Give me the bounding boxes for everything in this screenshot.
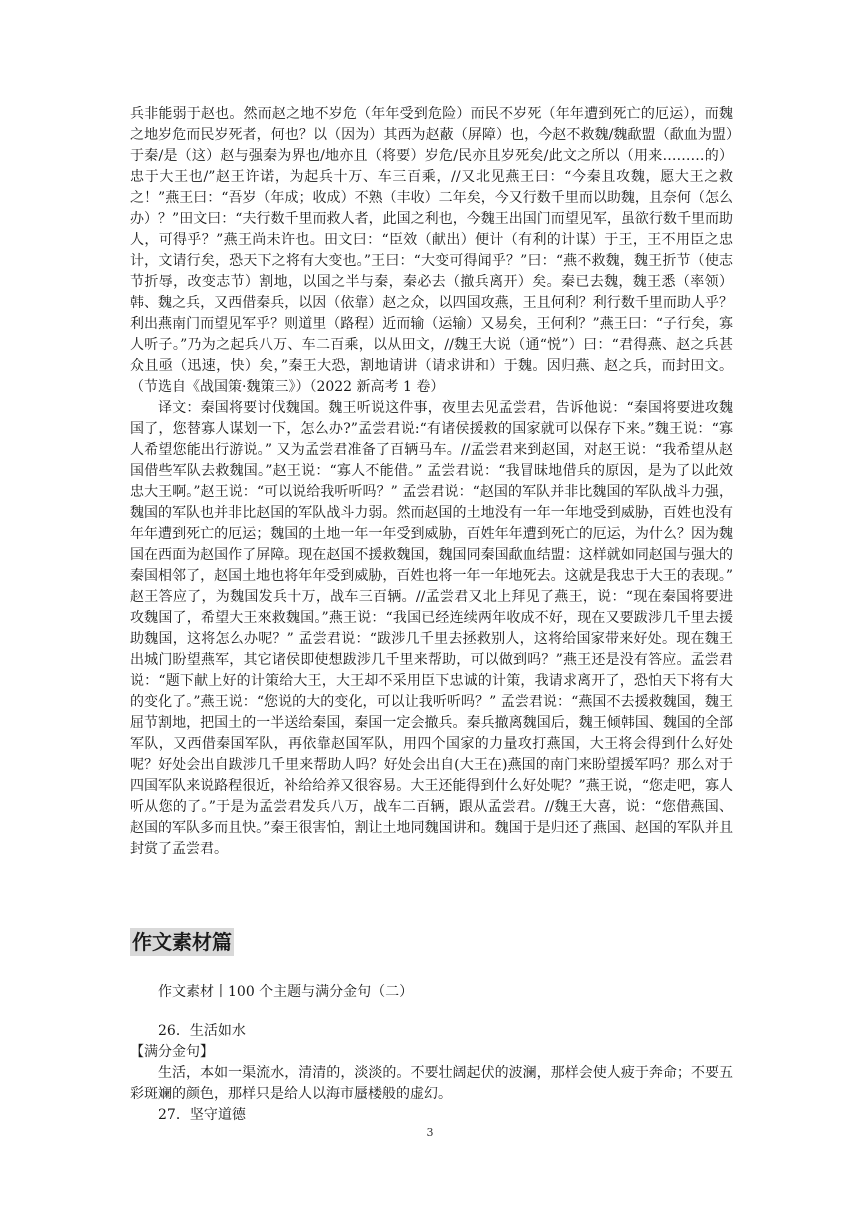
item-26-label: 【满分金句】 (130, 1044, 214, 1060)
item-26-title: 26．生活如水 (158, 1023, 246, 1039)
page-number: 3 (426, 1126, 434, 1139)
classical-text-paragraph: 兵非能弱于赵也。然而赵之地不岁危（年年受到危险）而民不岁死（年年遭到死亡的厄运），而魏之地岁危而民岁死者，何也？以（因为）其西为赵蔽（屏障）也，今赵不救魏/魏歃盟（歃血为盟）于秦/是（这）赵与强秦为界也/地亦且（将要）岁危/民亦且岁死矣/此文之所以（用来………的）忠于大王也/”赵王许诺，为起兵十万、车三百乘，//又北见燕王曰：“今秦且攻魏，愿大王之救之！”燕王曰：“吾岁（年成；收成）不熟（丰收）二年矣，今又行数千里而以助魏，且奈何（怎么办）？”田文曰：“夫行数千里而救人者，此国之利也，今魏王出国门而望见军，虽欲行数千里而助人，可得乎？”燕王尚未许也。田文曰：“臣效（献出）便计（有利的计谋）于王，王不用臣之忠计，文请行矣，恐天下之将有大变也。”王曰：“大变可得闻乎？”曰：“燕不救魏，魏王折节（使志节折辱，改变志节）割地，以国之半与秦，秦必去（撤兵离开）矣。秦已去魏，魏王悉（率领）韩、魏之兵，又西借秦兵，以因（依靠）赵之众，以四国攻燕，王且何利？利行数千里而助人乎？利出燕南门而望见军乎？则道里（路程）近而输（运输）又易矣，王何利？”燕王曰：“子行矣，寡人听子。”乃为之起兵八万、车二百乘，以从田文，//魏王大说（通“悦”）曰：“君得燕、赵之兵甚众且亟（迅速，快）矣，”秦王大恐，割地请讲（请求讲和）于魏。因归燕、赵之兵，而封田文。（节选自《战国策·魏策三》）（2022 新高考 1 卷） (130, 106, 733, 395)
section-heading: 作文素材篇 (132, 930, 232, 954)
item-27-title: 27．坚守道德 (158, 1107, 246, 1123)
item-26-text: 生活，本如一渠流水，清清的，淡淡的。不要壮阔起伏的波澜，那样会使人疲于奔命；不要五彩斑斓的颜色，那样只是给人以海市蜃楼般的虚幻。 (130, 1065, 733, 1102)
page-content (130, 104, 733, 1126)
material-title: 作文素材丨100 个主题与满分金句（二） (158, 984, 414, 1000)
translation-paragraph: 译文：秦国将要讨伐魏国。魏王听说这件事，夜里去见孟尝君，告诉他说：“秦国将要进攻魏国了，您替寡人谋划一下，怎么办?”孟尝君说:“有诸侯援救的国家就可以保存下来。”魏王说：“寡人希望您能出行游说。” 又为孟尝君准备了百辆马车。//孟尝君来到赵国，对赵王说：“我希望从赵国借些军队去救魏国。”赵王说：“寡人不能借。” 孟尝君说：“我冒昧地借兵的原因，是为了以此效忠大王啊。”赵王说：“可以说给我听听吗？” 孟尝君说：“赵国的军队并非比魏国的军队战斗力强，魏国的军队也并非比赵国的军队战斗力弱。然而赵国的土地没有一年一年地受到威胁，百姓也没有年年遭到死亡的厄运；魏国的土地一年一年受到威胁，百姓年年遭到死亡的厄运，为什么？因为魏国在西面为赵国作了屏障。现在赵国不援救魏国，魏国同秦国歃血结盟：这样就如同赵国与强大的秦国相邻了，赵国土地也将年年受到威胁，百姓也将一年一年地死去。这就是我忠于大王的表现。” 赵王答应了，为魏国发兵十万，战车三百辆。//孟尝君又北上拜见了燕王，说：“现在秦国将要进攻魏国了，希望大王來救魏国。”燕王说：“我国已经连续两年收成不好，现在又要跋涉几千里去援助魏国，这将怎么办呢？” 孟尝君说：“跋涉几千里去拯救别人，这将给国家带来好处。现在魏王出城门盼望燕军，其它诸侯即使想跋涉几千里来帮助，可以做到吗？”燕王还是没有答应。孟尝君说：“题下献上好的计策给大王，大王却不采用臣下忠诚的计策，我请求离开了，恐怕天下将有大的变化了。”燕王说：“您说的大的变化，可以让我听听吗？” 孟尝君说：“燕国不去援救魏国，魏王屈节割地，把国土的一半送给秦国，秦国一定会撤兵。秦兵撤离魏国后，魏王倾韩国、魏国的全部军队，又西借秦国军队，再依靠赵国军队，用四个国家的力量攻打燕国，大王将会得到什么好处呢？好处会出自跋涉几千里来帮助人吗？好处会出自(大王在)燕国的南门来盼望援军吗？那么对于四国军队来说路程很近，补给给养又很容易。大王还能得到什么好处呢？”燕王说，“您走吧，寡人听从您的了。”于是为孟尝君发兵八万，战车二百辆，跟从孟尝君。//魏王大喜，说：“您借燕国、赵国的军队多而且快。”秦王很害怕，割让土地同魏国讲和。魏国于是归还了燕国、赵国的军队并且封赏了孟尝君。 (130, 400, 733, 857)
